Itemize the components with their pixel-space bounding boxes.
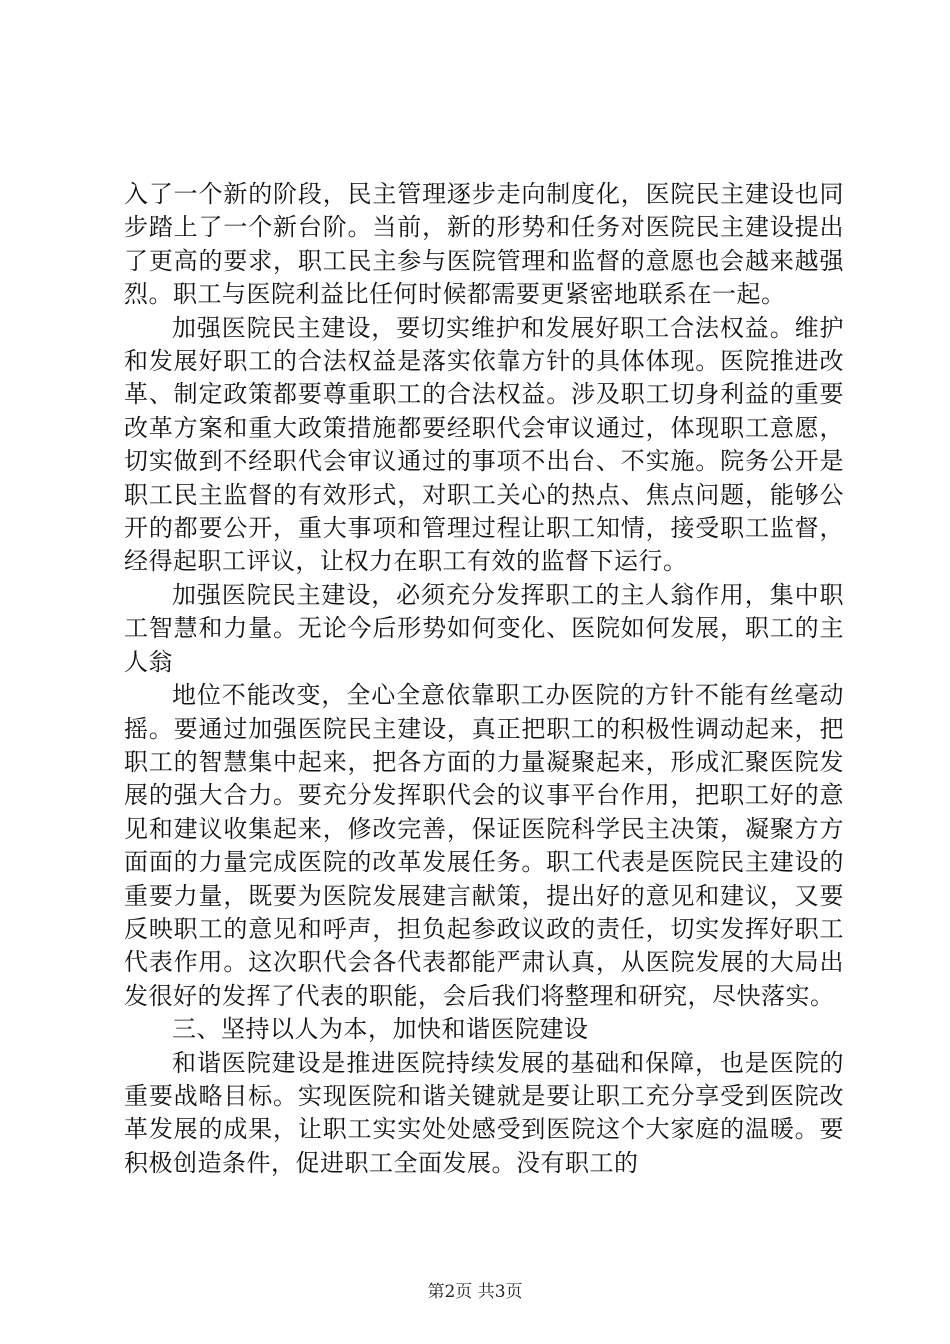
paragraph-ownership: 加强医院民主建设，必须充分发挥职工的主人翁作用，集中职工智慧和力量。无论今后形势如何变化、医院如何发展，职工的主人翁 bbox=[124, 580, 844, 676]
section-heading: 三、坚持以人为本，加快和谐医院建设 bbox=[172, 1015, 589, 1044]
paragraph-continuation: 入了一个新的阶段，民主管理逐步走向制度化，医院民主建设也同步踏上了一个新台阶。当前，新的形势和任务对医院民主建设提出了更高的要求，职工民主参与医院管理和监督的意愿也会越来越强烈。职工与医院利益比任何时候都需要更紧密地联系在一起。 bbox=[124, 180, 844, 309]
page-indicator: 第2页 共3页 bbox=[427, 1282, 523, 1302]
paragraph-harmony: 和谐医院建设是推进医院持续发展的基础和保障，也是医院的重要战略目标。实现医院和谐关键就是要让职工充分享受到医院改革发展的成果，让职工实实处处感受到医院这个大家庭的温暖。要积极创造条件，促进职工全面发展。没有职工的 bbox=[124, 1048, 844, 1177]
paragraph-status: 地位不能改变，全心全意依靠职工办医院的方针不能有丝毫动摇。要通过加强医院民主建设，真正把职工的积极性调动起来，把职工的智慧集中起来，把各方面的力量凝聚起来，形成汇聚医院发展的强大合力。要充分发挥职代会的议事平台作用，把职工好的意见和建议收集起来，修改完善，保证医院科学民主决策，凝聚方方面面的力量完成医院的改革发展任务。职工代表是医院民主建设的重要力量，既要为医院发展建言献策，提出好的意见和建议，又要反映职工的意见和呼声，担负起参政议政的责任，切实发挥好职工代表作用。这次职代会各代表都能严肃认真，从医院发展的大局出发很好的发挥了代表的职能，会后我们将整理和研究，尽快落实。 bbox=[124, 681, 844, 1010]
body-text bbox=[124, 178, 844, 1180]
paragraph-rights: 加强医院民主建设，要切实维护和发展好职工合法权益。维护和发展好职工的合法权益是落实依靠方针的具体体现。医院推进改革、制定政策都要尊重职工的合法权益。涉及职工切身利益的重要改革方案和重大政策措施都要经职代会审议通过，体现职工意愿，切实做到不经职代会审议通过的事项不出台、不实施。院务公开是职工民主监督的有效形式，对职工关心的热点、焦点问题，能够公开的都要公开，重大事项和管理过程让职工知情，接受职工监督，经得起职工评议，让权力在职工有效的监督下运行。 bbox=[124, 313, 844, 576]
